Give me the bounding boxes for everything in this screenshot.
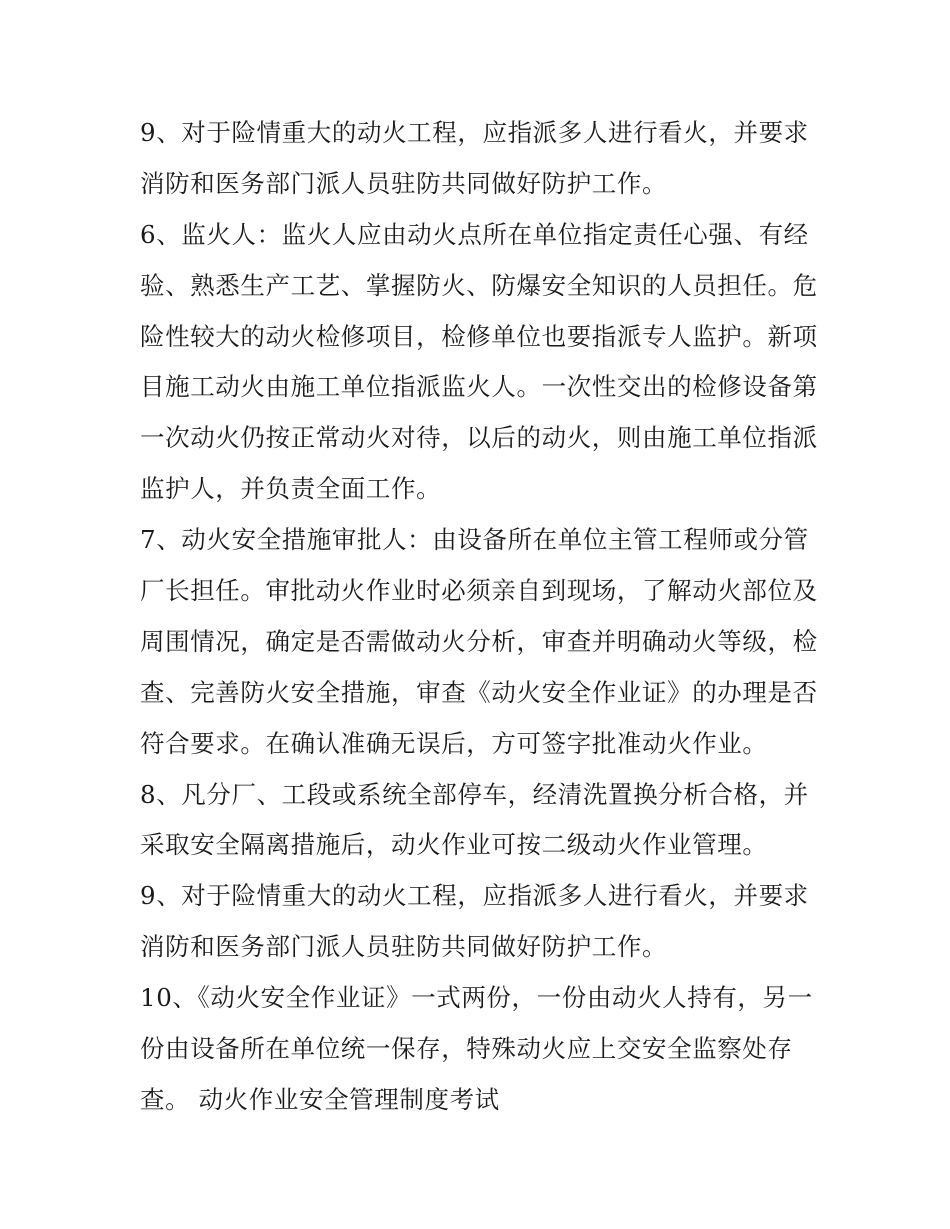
text-line: 查。 动火作业安全管理制度考试	[140, 1084, 500, 1114]
document-body	[140, 108, 820, 1126]
text-line: 份由设备所在单位统一保存，特殊动火应上交安全监察处存	[140, 1034, 793, 1064]
text-line: 9、对于险情重大的动火工程，应指派多人进行看火，并要求	[140, 881, 809, 911]
text-line: 验、熟悉生产工艺、掌握防火、防爆安全知识的人员担任。危	[140, 270, 818, 300]
text-line: 10、《动火安全作业证》一式两份，一份由动火人持有，另一	[140, 983, 813, 1013]
text-line: 符合要求。在确认准确无误后，方可签字批准动火作业。	[140, 728, 768, 758]
text-line: 险性较大的动火检修项目，检修单位也要指派专人监护。新项	[140, 321, 818, 351]
text-line: 周围情况，确定是否需做动火分析，审查并明确动火等级，检	[140, 626, 818, 656]
text-line: 查、完善防火安全措施，审查《动火安全作业证》的办理是否	[140, 677, 818, 707]
text-line: 消防和医务部门派人员驻防共同做好防护工作。	[140, 168, 668, 198]
text-line: 6、监火人：监火人应由动火点所在单位指定责任心强、有经	[140, 219, 809, 249]
text-line: 消防和医务部门派人员驻防共同做好防护工作。	[140, 932, 668, 962]
text-line: 目施工动火由施工单位指派监火人。一次性交出的检修设备第	[140, 372, 818, 402]
text-line: 厂长担任。审批动火作业时必须亲自到现场，了解动火部位及	[140, 576, 818, 606]
text-line: 监护人，并负责全面工作。	[140, 474, 442, 504]
text-line: 一次动火仍按正常动火对待，以后的动火，则由施工单位指派	[140, 423, 818, 453]
text-line: 8、凡分厂、工段或系统全部停车，经清洗置换分析合格，并	[140, 779, 809, 809]
text-line: 采取安全隔离措施后，动火作业可按二级动火作业管理。	[140, 830, 768, 860]
text-line: 9、对于险情重大的动火工程，应指派多人进行看火，并要求	[140, 118, 809, 147]
text-line: 7、动火安全措施审批人：由设备所在单位主管工程师或分管	[140, 525, 809, 555]
